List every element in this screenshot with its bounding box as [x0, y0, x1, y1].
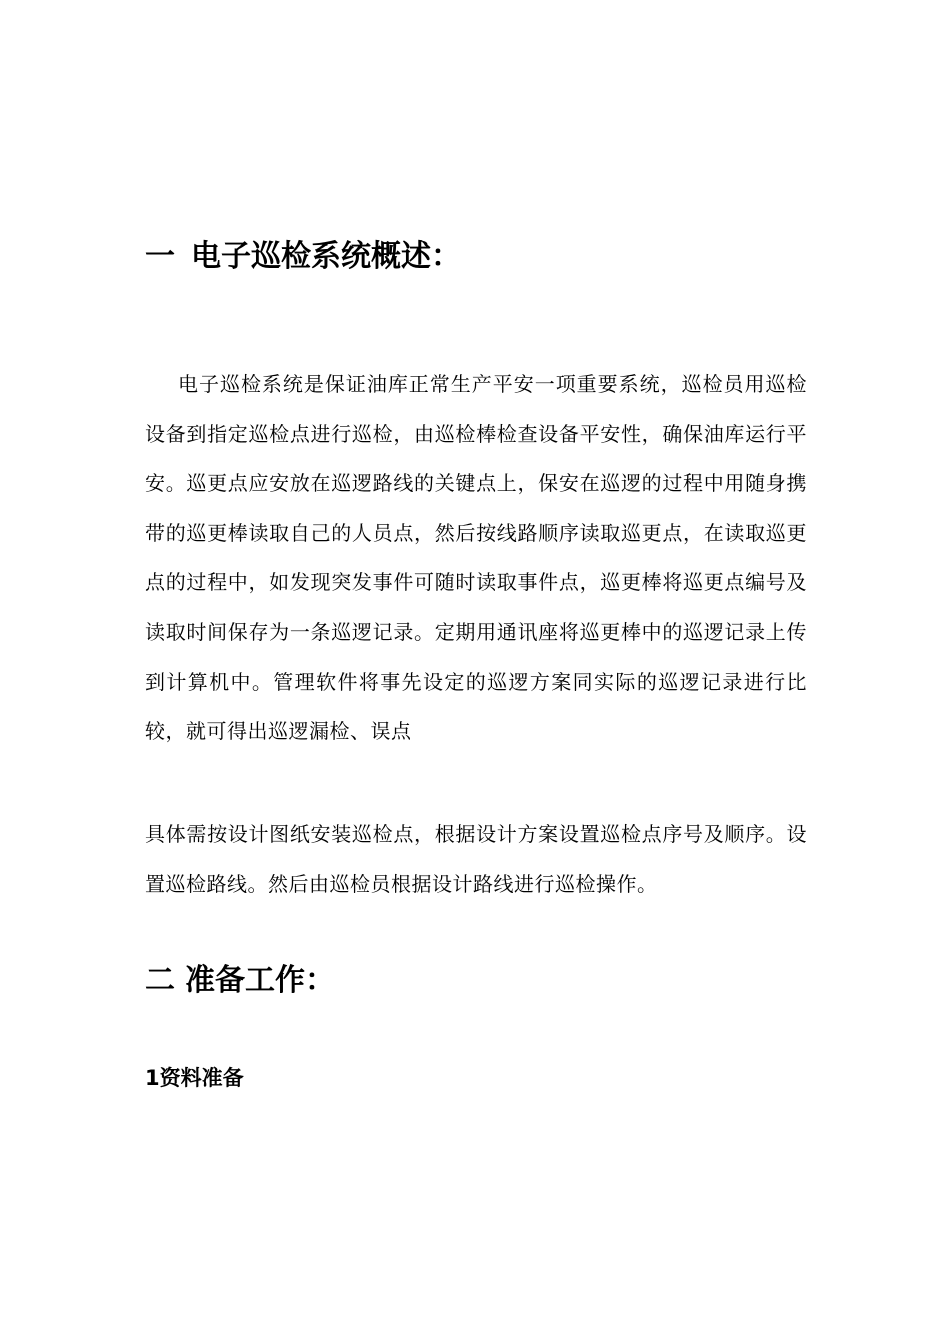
- section-number: 一: [145, 239, 175, 274]
- subsection-heading-materials: [145, 1060, 244, 1096]
- subsection-number: 1: [145, 1066, 160, 1090]
- section-heading-preparation: [145, 961, 335, 1001]
- section-title: 电子巡检系统概述：: [191, 239, 461, 274]
- overview-paragraph: 电子巡检系统是保证油库正常生产平安一项重要系统，巡检员用巡检设备到指定巡检点进行巡检，由巡检棒检查设备平安性，确保油库运行平安。巡更点应安放在巡逻路线的关键点上，保安在巡逻的过程中用随身携带的巡更棒读取自己的人员点，然后按线路顺序读取巡更点，在读取巡更点的过程中，如发现突发事件可随时读取事件点，巡更棒将巡更点编号及读取时间保存为一条巡逻记录。定期用通讯座将巡更棒中的巡逻记录上传到计算机中。管理软件将事先设定的巡逻方案同实际的巡逻记录进行比较，就可得出巡逻漏检、误点: [145, 372, 807, 744]
- section-heading-overview: [145, 237, 461, 277]
- section-title: 准备工作：: [185, 963, 335, 998]
- subsection-title: 资料准备: [159, 1066, 244, 1090]
- installation-paragraph: 具体需按设计图纸安装巡检点，根据设计方案设置巡检点序号及顺序。设置巡检路线。然后由巡检员根据设计路线进行巡检操作。: [145, 822, 807, 896]
- section-number: 二: [145, 963, 175, 998]
